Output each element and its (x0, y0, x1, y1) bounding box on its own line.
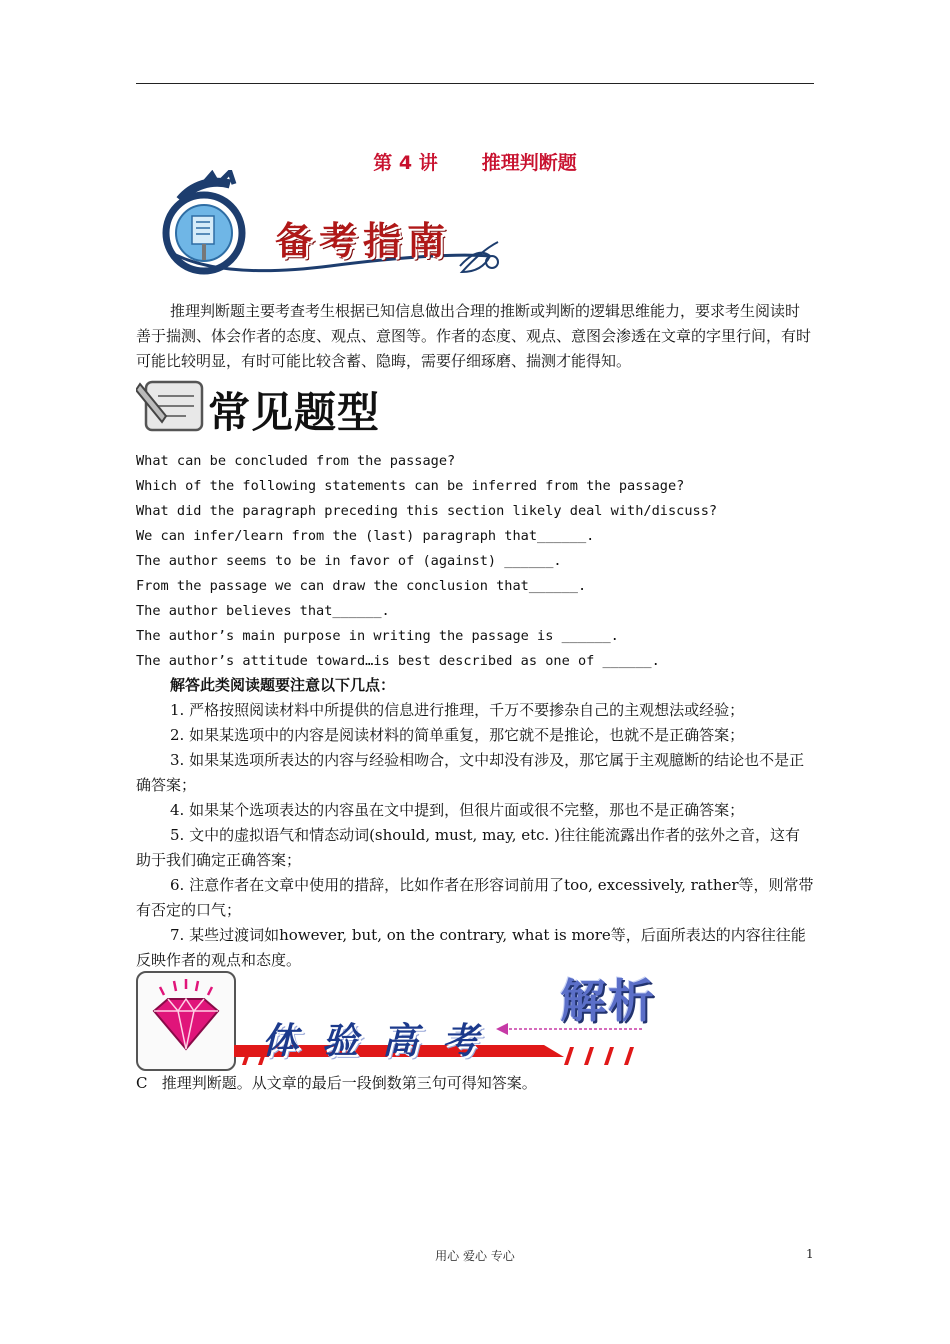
note-item: 4. 如果某个选项表达的内容虽在文中提到，但很片面或很不完整，那也不是正确答案； (170, 801, 745, 819)
note-item: 5. 文中的虚拟语气和情态动词(should, must, may, etc. )往往能流露出作者的弦外之音，这有助于我们确定正确答案； (136, 826, 800, 869)
answer-line: C 推理判断题。从文章的最后一段倒数第三句可得知答案。 (136, 1074, 537, 1092)
question-stem: The author’s attitude toward…is best described as one of ______. (136, 653, 660, 669)
question-stem: What can be concluded from the passage? (136, 453, 456, 469)
notepad-icon (136, 376, 206, 434)
page-number: 1 (806, 1247, 814, 1261)
exam-banner-text: 体验高考 (262, 1021, 503, 1062)
note-item: 1. 严格按照阅读材料中所提供的信息进行推理，千万不要掺杂自己的主观想法或经验； (170, 701, 745, 719)
exam-banner (136, 965, 676, 1071)
note-item: 7. 某些过渡词如however, but, on the contrary, what is more等，后面所表达的内容往往能反映作者的观点和态度。 (136, 926, 806, 969)
common-types-banner (136, 376, 406, 436)
lesson-number: 第 4 讲 (373, 152, 438, 174)
lesson-topic: 推理判断题 (481, 152, 577, 174)
note-item: 2. 如果某选项中的内容是阅读材料的简单重复，那它就不是推论，也就不是正确答案； (170, 726, 745, 744)
common-types-text: 常见题型 (208, 388, 381, 437)
question-stem: The author believes that______. (136, 603, 390, 619)
question-stem: From the passage we can draw the conclusion that______. (136, 578, 587, 594)
note-item: 6. 注意作者在文章中使用的措辞，比如作者在形容词前用了too, excessively, rather等，则常带有否定的口气； (136, 876, 814, 919)
question-stem: The author seems to be in favor of (against) ______. (136, 553, 562, 569)
guide-banner-text: 备考指南 (275, 219, 452, 263)
intro-paragraph: 推理判断题主要考查考生根据已知信息做出合理的推断或判断的逻辑思维能力，要求考生阅读时善于揣测、体会作者的态度、观点、意图等。作者的态度、观点、意图会渗透在文章的字里行间，有时可能比较明显，有时可能比较含蓄、隐晦，需要仔细琢磨、揣测才能得知。 (136, 302, 812, 370)
header-rule (136, 83, 814, 84)
question-stem: We can infer/learn from the (last) paragraph that______. (136, 528, 595, 544)
question-stem: The author’s main purpose in writing the passage is ______. (136, 628, 619, 644)
question-stem: Which of the following statements can be inferred from the passage? (136, 478, 685, 494)
diamond-badge (136, 971, 236, 1071)
guide-banner (160, 170, 525, 288)
question-stem: What did the paragraph preceding this section likely deal with/discuss? (136, 503, 718, 519)
analysis-text: 解析 (560, 974, 656, 1028)
note-item: 3. 如果某选项所表达的内容与经验相吻合，文中却没有涉及，那它属于主观臆断的结论也不是正确答案； (136, 751, 805, 794)
footer-motto: 用心 爱心 专心 (435, 1249, 515, 1263)
diamond-icon (138, 973, 234, 1069)
notes-heading: 解答此类阅读题要注意以下几点： (170, 676, 396, 694)
